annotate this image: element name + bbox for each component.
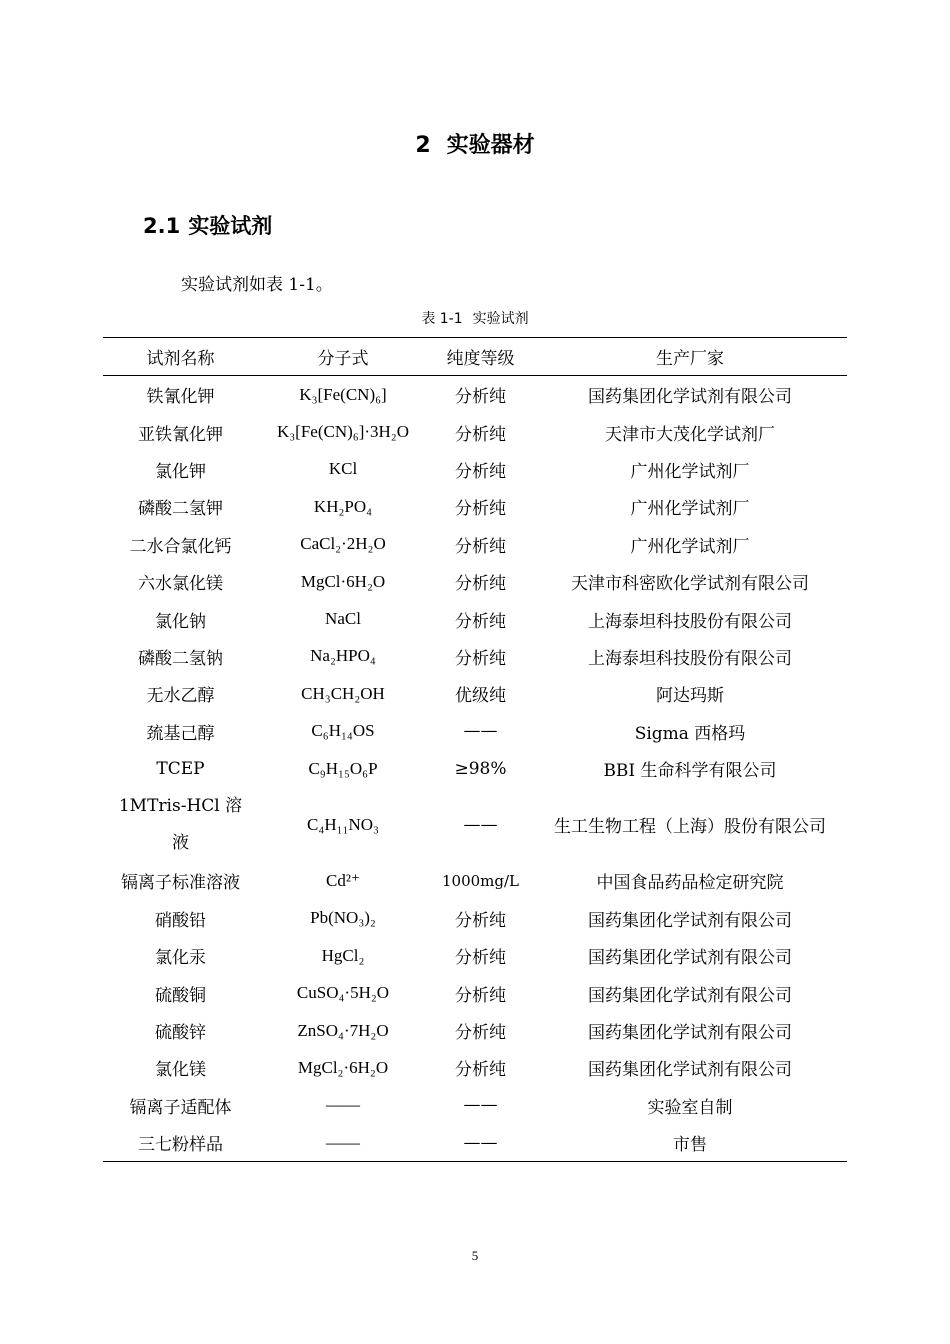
cell-formula: KH₂PO₄	[313, 496, 373, 516]
cell-grade: 1000mg/L	[441, 871, 519, 890]
header-formula: 分子式	[258, 338, 428, 376]
chapter-title-text: 实验器材	[446, 133, 535, 158]
cell-formula: MgCl·6H₂O	[300, 571, 386, 591]
cell-name: 镉离子标准溶液	[121, 873, 240, 894]
table-caption	[0, 308, 950, 328]
cell-formula: C₄H₁₁NO₃	[307, 814, 379, 834]
cell-grade: 分析纯	[455, 648, 506, 669]
section-title	[143, 210, 272, 240]
cell-grade: ——	[428, 1124, 533, 1162]
cell-grade: ——	[463, 814, 498, 835]
table-row	[103, 862, 847, 899]
cell-maker: 天津市大茂化学试剂厂	[605, 424, 775, 445]
cell-name: 硝酸铅	[155, 910, 206, 931]
cell-formula: Cd²⁺	[326, 870, 360, 890]
reagents-table	[103, 337, 847, 1162]
cell-formula: ——	[326, 1095, 360, 1115]
table-row	[103, 675, 847, 712]
cell-formula: K₃[Fe(CN)₆]	[299, 384, 387, 404]
table-row	[103, 713, 847, 750]
cell-formula: ——	[258, 1124, 428, 1162]
cell-grade: 分析纯	[455, 536, 506, 557]
table-row	[103, 937, 847, 974]
section-title-text: 实验试剂	[188, 214, 273, 238]
cell-maker: 市售	[533, 1124, 847, 1162]
header-grade: 纯度等级	[428, 338, 533, 376]
cell-maker: 广州化学试剂厂	[630, 536, 750, 557]
cell-name: 硫酸铜	[155, 985, 206, 1006]
cell-grade: 分析纯	[455, 910, 506, 931]
table-row	[103, 451, 847, 488]
cell-name: 二水合氯化钙	[129, 536, 232, 557]
cell-grade: ≥98%	[454, 758, 507, 779]
cell-grade: 分析纯	[455, 574, 506, 595]
cell-maker: 阿达玛斯	[656, 686, 724, 707]
cell-maker: 天津市科密欧化学试剂有限公司	[571, 574, 809, 595]
cell-maker: 生工生物工程（上海）股份有限公司	[554, 817, 826, 838]
cell-maker: BBI 生命科学有限公司	[603, 761, 777, 782]
cell-name: 氯化钠	[155, 611, 206, 632]
table-row	[103, 600, 847, 637]
cell-grade: 分析纯	[455, 1060, 506, 1081]
cell-maker: 上海泰坦科技股份有限公司	[588, 611, 792, 632]
cell-formula: C₉H₁₅O₆P	[308, 758, 378, 778]
cell-grade: 优级纯	[455, 686, 506, 707]
cell-name: 三七粉样品	[103, 1124, 258, 1162]
cell-name: 氯化钾	[155, 461, 206, 482]
cell-name: 无水乙醇	[146, 686, 215, 707]
table-header-row	[103, 338, 847, 376]
cell-maker: 国药集团化学试剂有限公司	[588, 387, 792, 408]
cell-grade: 分析纯	[455, 499, 506, 520]
cell-formula: CH₃CH₂OH	[301, 683, 385, 703]
table-row	[103, 1124, 847, 1162]
cell-maker: 国药集团化学试剂有限公司	[588, 910, 792, 931]
cell-maker: 上海泰坦科技股份有限公司	[588, 648, 792, 669]
section-number: 2.1	[143, 214, 181, 238]
table-caption-title: 实验试剂	[472, 311, 529, 327]
table-row	[103, 1012, 847, 1049]
cell-formula: Pb(NO₃)₂	[310, 908, 376, 928]
cell-name: 镉离子适配体	[129, 1097, 232, 1118]
table-row	[103, 900, 847, 937]
cell-name: 巯基己醇	[146, 723, 215, 744]
table-row	[103, 1049, 847, 1086]
cell-formula: HgCl₂	[321, 945, 365, 965]
intro-paragraph: 实验试剂如表 1-1。	[181, 275, 333, 295]
cell-grade: 分析纯	[455, 424, 506, 445]
cell-grade: 分析纯	[455, 985, 506, 1006]
cell-name: 磷酸二氢钾	[138, 499, 223, 520]
cell-maker: 广州化学试剂厂	[630, 499, 750, 520]
cell-name: 1MTris-HCl 溶液	[118, 795, 243, 853]
chapter-number: 2	[415, 133, 431, 158]
table-row	[103, 1087, 847, 1124]
cell-maker: 国药集团化学试剂有限公司	[588, 948, 792, 969]
cell-maker: 国药集团化学试剂有限公司	[588, 985, 792, 1006]
cell-grade: 分析纯	[455, 461, 506, 482]
cell-formula: ZnSO₄·7H₂O	[297, 1020, 389, 1040]
header-maker: 生产厂家	[533, 338, 847, 376]
header-name: 试剂名称	[103, 338, 258, 376]
cell-formula: MgCl₂·6H₂O	[297, 1057, 389, 1077]
cell-maker: 国药集团化学试剂有限公司	[588, 1060, 792, 1081]
cell-formula: C₆H₁₄OS	[311, 721, 375, 741]
chapter-title	[0, 128, 950, 159]
table-row	[103, 750, 847, 787]
table-caption-number: 表 1-1	[421, 311, 463, 327]
table-row	[103, 376, 847, 414]
cell-name: 六水氯化镁	[138, 574, 223, 595]
cell-formula: CaCl₂·2H₂O	[300, 534, 386, 554]
cell-maker: 广州化学试剂厂	[630, 461, 750, 482]
table-row	[103, 526, 847, 563]
page-number: 5	[471, 1248, 479, 1263]
table-body	[103, 376, 847, 1162]
cell-name: TCEP	[156, 758, 205, 779]
cell-name: 亚铁氰化钾	[138, 424, 223, 445]
table-row	[103, 974, 847, 1011]
table-row	[103, 413, 847, 450]
table-row	[103, 787, 847, 862]
cell-maker: 实验室自制	[647, 1097, 733, 1118]
cell-name: 氯化汞	[155, 948, 206, 969]
cell-maker: 中国食品药品检定研究院	[596, 873, 784, 894]
cell-grade: ——	[463, 721, 498, 742]
cell-grade: 分析纯	[455, 948, 506, 969]
cell-name: 磷酸二氢钠	[138, 648, 223, 669]
cell-formula: Na₂HPO₄	[310, 646, 376, 666]
cell-formula: NaCl	[325, 609, 361, 629]
cell-grade: 分析纯	[455, 1023, 506, 1044]
table-row	[103, 488, 847, 525]
cell-grade: 分析纯	[455, 611, 506, 632]
cell-name: 铁氰化钾	[146, 387, 215, 408]
cell-grade: ——	[463, 1095, 498, 1116]
cell-name: 硫酸锌	[155, 1023, 206, 1044]
cell-maker: 国药集团化学试剂有限公司	[588, 1023, 792, 1044]
table-row	[103, 638, 847, 675]
cell-grade: 分析纯	[455, 387, 506, 408]
table-row	[103, 563, 847, 600]
cell-formula: K₃[Fe(CN)₆]·3H₂O	[276, 422, 410, 442]
cell-name: 氯化镁	[155, 1060, 206, 1081]
cell-maker: Sigma 西格玛	[634, 723, 746, 744]
cell-formula: CuSO₄·5H₂O	[296, 983, 390, 1003]
cell-formula: KCl	[328, 459, 358, 479]
